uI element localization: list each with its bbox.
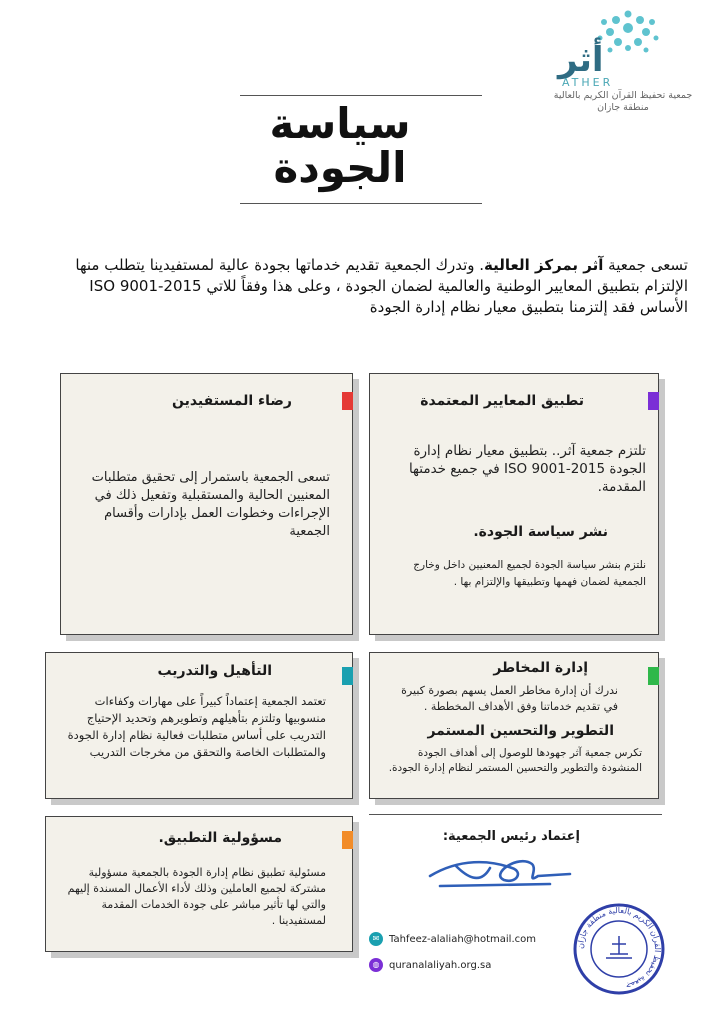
card-risk [369, 652, 659, 799]
website-text[interactable]: quranalaliyah.org.sa [389, 959, 492, 971]
stamp-center-mark [606, 936, 632, 958]
card-standards-heading: تطبيق المعايير المعتمدة [420, 393, 584, 409]
page-title-line1: سياسة [269, 99, 411, 148]
seal-stamp [572, 902, 666, 996]
card-beneficiaries [60, 373, 353, 635]
logo-subtitle-line1: جمعية تحفيظ القرآن الكريم بالعالية [553, 90, 693, 101]
purple-marker [648, 392, 659, 410]
page-title-line2: الجودة [273, 143, 407, 192]
title-rule-bottom [240, 203, 482, 204]
logo-subtitle-line2: منطقة جازان [597, 102, 649, 113]
card-beneficiaries-heading: رضاء المستفيدين [171, 393, 292, 409]
email-icon: ✉ [369, 932, 383, 946]
card-improvement-body: تكرس جمعية آثر جهودها للوصول إلى أهداف الجودة المنشودة والتطوير والتحسين المستمر لنظام إدارة الجودة. [388, 747, 642, 774]
card-responsibility [45, 816, 353, 952]
card-standards [369, 373, 659, 635]
ather-logo [548, 6, 708, 116]
red-marker [342, 392, 353, 410]
stamp-text: جمعية تحفيظ القرآن الكريم بالعالية منطقة جازان [575, 905, 663, 992]
card-responsibility-heading: مسؤولية التطبيق. [158, 830, 282, 846]
logo-subtitle [548, 90, 698, 114]
intro-paragraph [40, 255, 688, 318]
approval-rule [369, 814, 662, 815]
title-rule-top [240, 95, 482, 96]
logo-word: أثر [558, 40, 604, 80]
globe-icon: ◍ [369, 958, 383, 972]
signature-icon [420, 846, 580, 896]
intro-part2: . وتدرك الجمعية تقديم خدماتها بجودة عالية لمستفيدينا يتطلب منها الإلتزام بتطبيق المعايير الوطنية والعالمية لضمان الجودة ، وعلى هذا وفقاً للاتي ISO 9001-2015 الأساس فقد إلتزمنا بتطبيق معيار نظام إدارة الجودة [75, 256, 688, 316]
intro-bold: آثر بمركز العالية [484, 256, 604, 274]
card-improvement-heading: التطوير والتحسين المستمر [427, 723, 614, 739]
teal-marker [342, 667, 353, 685]
card-beneficiaries-body: تسعى الجمعية باستمرار إلى تحقيق متطلبات المعنيين الحالية والمستقبلية وتفعيل ذلك في الإجراءات وخطوات العمل بإدارات وأقسام الجمعية [91, 470, 330, 539]
green-marker [648, 667, 659, 685]
card-responsibility-body: مسئولية تطبيق نظام إدارة الجودة بالجمعية مسؤولية مشتركة لجميع العاملين وذلك لأداء الأعمال المسندة إليهم والتي لها تأثير مباشر على جودة الخدمات المقدمة لمستفيدينا . [67, 866, 326, 927]
card-training-body: تعتمد الجمعية إعتماداً كبيراً على مهارات وكفاءات منسوبيها وتلتزم بتأهيلهم وتطويرهم وتحديد الإحتياج التدريب على أساس متطلبات فعالية نظام إدارة الجودة والمتطلبات الخاصة والتحقق من مخرجات التدريب [67, 694, 326, 759]
approval-label: إعتماد رئيس الجمعية: [442, 829, 580, 844]
card-publish-body: نلتزم بنشر سياسة الجودة لجميع المعنيين داخل وخارج الجمعية لضمان فهمها وتطبيقها والإلتزام بها . [413, 559, 646, 588]
card-risk-heading: إدارة المخاطر [493, 660, 588, 676]
card-risk-body: ندرك أن إدارة مخاطر العمل يسهم بصورة كبيرة في تقديم خدماتنا وفق الأهداف المخططة . [401, 684, 618, 713]
card-training [45, 652, 353, 799]
card-standards-body: تلتزم جمعية آثر.. بتطبيق معيار نظام إدارة الجودة ISO 9001-2015 في جميع خدمتها المقدمة. [408, 443, 646, 495]
website-contact[interactable] [369, 958, 491, 972]
email-text[interactable]: Tahfeez-alaliah@hotmail.com [389, 933, 536, 945]
intro-part1: تسعى جمعية [603, 256, 688, 274]
email-contact[interactable] [369, 932, 536, 946]
orange-marker [342, 831, 353, 849]
page-title [240, 99, 440, 192]
card-publish-heading: نشر سياسة الجودة. [473, 524, 608, 540]
logo-latin: ATHER [562, 76, 614, 89]
card-training-heading: التأهيل والتدريب [157, 663, 272, 679]
